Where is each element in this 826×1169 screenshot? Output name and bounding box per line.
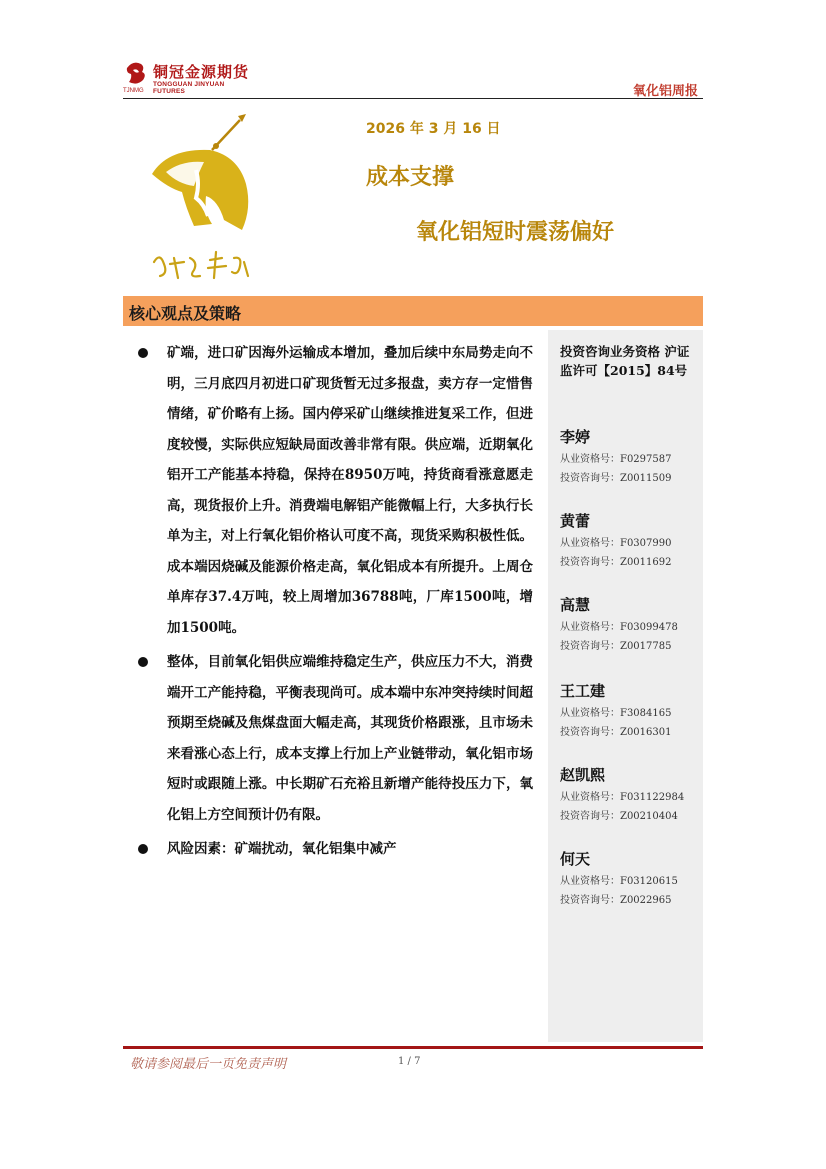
consult-number: 投资咨询号：Z0022965 — [560, 895, 672, 906]
practice-number: 从业资格号：F0307990 — [560, 538, 672, 549]
practice-number: 从业资格号：F3084165 — [560, 708, 672, 719]
company-logo — [123, 58, 253, 98]
report-type-label: 氧化铝周报 — [632, 84, 698, 99]
analyst-card — [560, 764, 684, 826]
section-title: 核心观点及策略 — [129, 304, 242, 323]
qualification-text: 投资咨询业务资格 沪证监许可【2015】84号 — [560, 344, 690, 378]
bullet-text: 矿端，进口矿因海外运输成本增加，叠加后续中东局势走向不明，三月底四月初进口矿现货暂无过多报盘，卖方存一定惜售情绪，矿价略有上扬。国内停采矿山继续推进复采工作，但进度较慢，实际供应短缺局面改善非常有限。供应端，近期氧化铝开工产能基本持稳，保持在8950万吨，持货商看涨意愿走高，现货报价上升。消费端电解铝产能微幅上行，大多执行长单为主，对上行氧化铝价格认可度不高，现货采购积极性低。成本端因烧碱及能源价格走高，氧化铝成本有所提升。上周仓单库存37.4万吨，较上周增加36788吨，厂库1500吨，增加1500吨。 — [167, 345, 533, 636]
consult-number: 投资咨询号：Z0017785 — [560, 641, 672, 652]
bullet-item — [133, 338, 533, 643]
analyst-name: 黄蕾 — [560, 512, 591, 530]
report-date: 2026 年 3 月 16 日 — [366, 121, 501, 137]
logo-cn-text: 铜冠金源期货 — [153, 63, 250, 81]
footer-divider — [123, 1046, 703, 1049]
bullet-text: 整体，目前氧化铝供应端维持稳定生产，供应压力不大，消费端开工产能持稳，平衡表现尚可。成本端中东冲突持续时间超预期至烧碱及焦煤盘面大幅走高，其现货价格跟涨，且市场未来看涨心态上行，成本支撑上行加上产业链带动，氧化铝市场短时或跟随上涨。中长期矿石充裕且新增产能待投压力下，氧化铝上方空间预计仍有限。 — [167, 654, 533, 823]
report-title-line2: 氧化铝短时震荡偏好 — [416, 220, 615, 245]
practice-number: 从业资格号：F031122984 — [560, 792, 685, 803]
analyst-name: 赵凯熙 — [560, 766, 606, 784]
bullet-dot-icon — [138, 348, 148, 358]
consult-number: 投资咨询号：Z00210404 — [560, 811, 678, 822]
bullet-item — [133, 647, 533, 830]
practice-number: 从业资格号：F0297587 — [560, 454, 672, 465]
section-header-bar — [123, 296, 703, 326]
logo-en-text: TONGGUAN JINYUAN FUTURES — [153, 81, 225, 95]
logo-abbr-text: TJNMG — [123, 88, 144, 94]
report-title-line1: 成本支撑 — [366, 165, 455, 190]
analyst-sidebar — [548, 330, 703, 1042]
analyst-card — [560, 426, 671, 488]
analyst-card — [560, 594, 678, 656]
bullet-dot-icon — [138, 844, 148, 854]
analyst-name: 李婷 — [560, 428, 591, 446]
helmet-emblem-icon — [138, 112, 268, 282]
analyst-name: 王工建 — [560, 682, 606, 700]
header-divider — [123, 98, 703, 99]
bullet-item — [133, 834, 533, 865]
disclaimer-link[interactable]: 敬请参阅最后一页免责声明 — [130, 1057, 287, 1072]
consult-number: 投资咨询号：Z0011692 — [560, 557, 672, 568]
analyst-card — [560, 848, 678, 910]
analyst-name: 高慧 — [560, 596, 591, 614]
analyst-name: 何天 — [560, 850, 591, 868]
bullet-dot-icon — [138, 657, 148, 667]
core-views-body — [133, 338, 533, 865]
practice-number: 从业资格号：F03099478 — [560, 622, 678, 633]
consult-number: 投资咨询号：Z0011509 — [560, 473, 672, 484]
helmet-emblem — [138, 112, 268, 282]
practice-number: 从业资格号：F03120615 — [560, 876, 678, 887]
page-number: 1 / 7 — [398, 1056, 421, 1067]
analyst-card — [560, 510, 671, 572]
bullet-text: 风险因素：矿端扰动，氧化铝集中减产 — [167, 841, 397, 857]
logo-emblem-icon — [123, 58, 149, 92]
consult-number: 投资咨询号：Z0016301 — [560, 727, 672, 738]
analyst-card — [560, 680, 671, 742]
